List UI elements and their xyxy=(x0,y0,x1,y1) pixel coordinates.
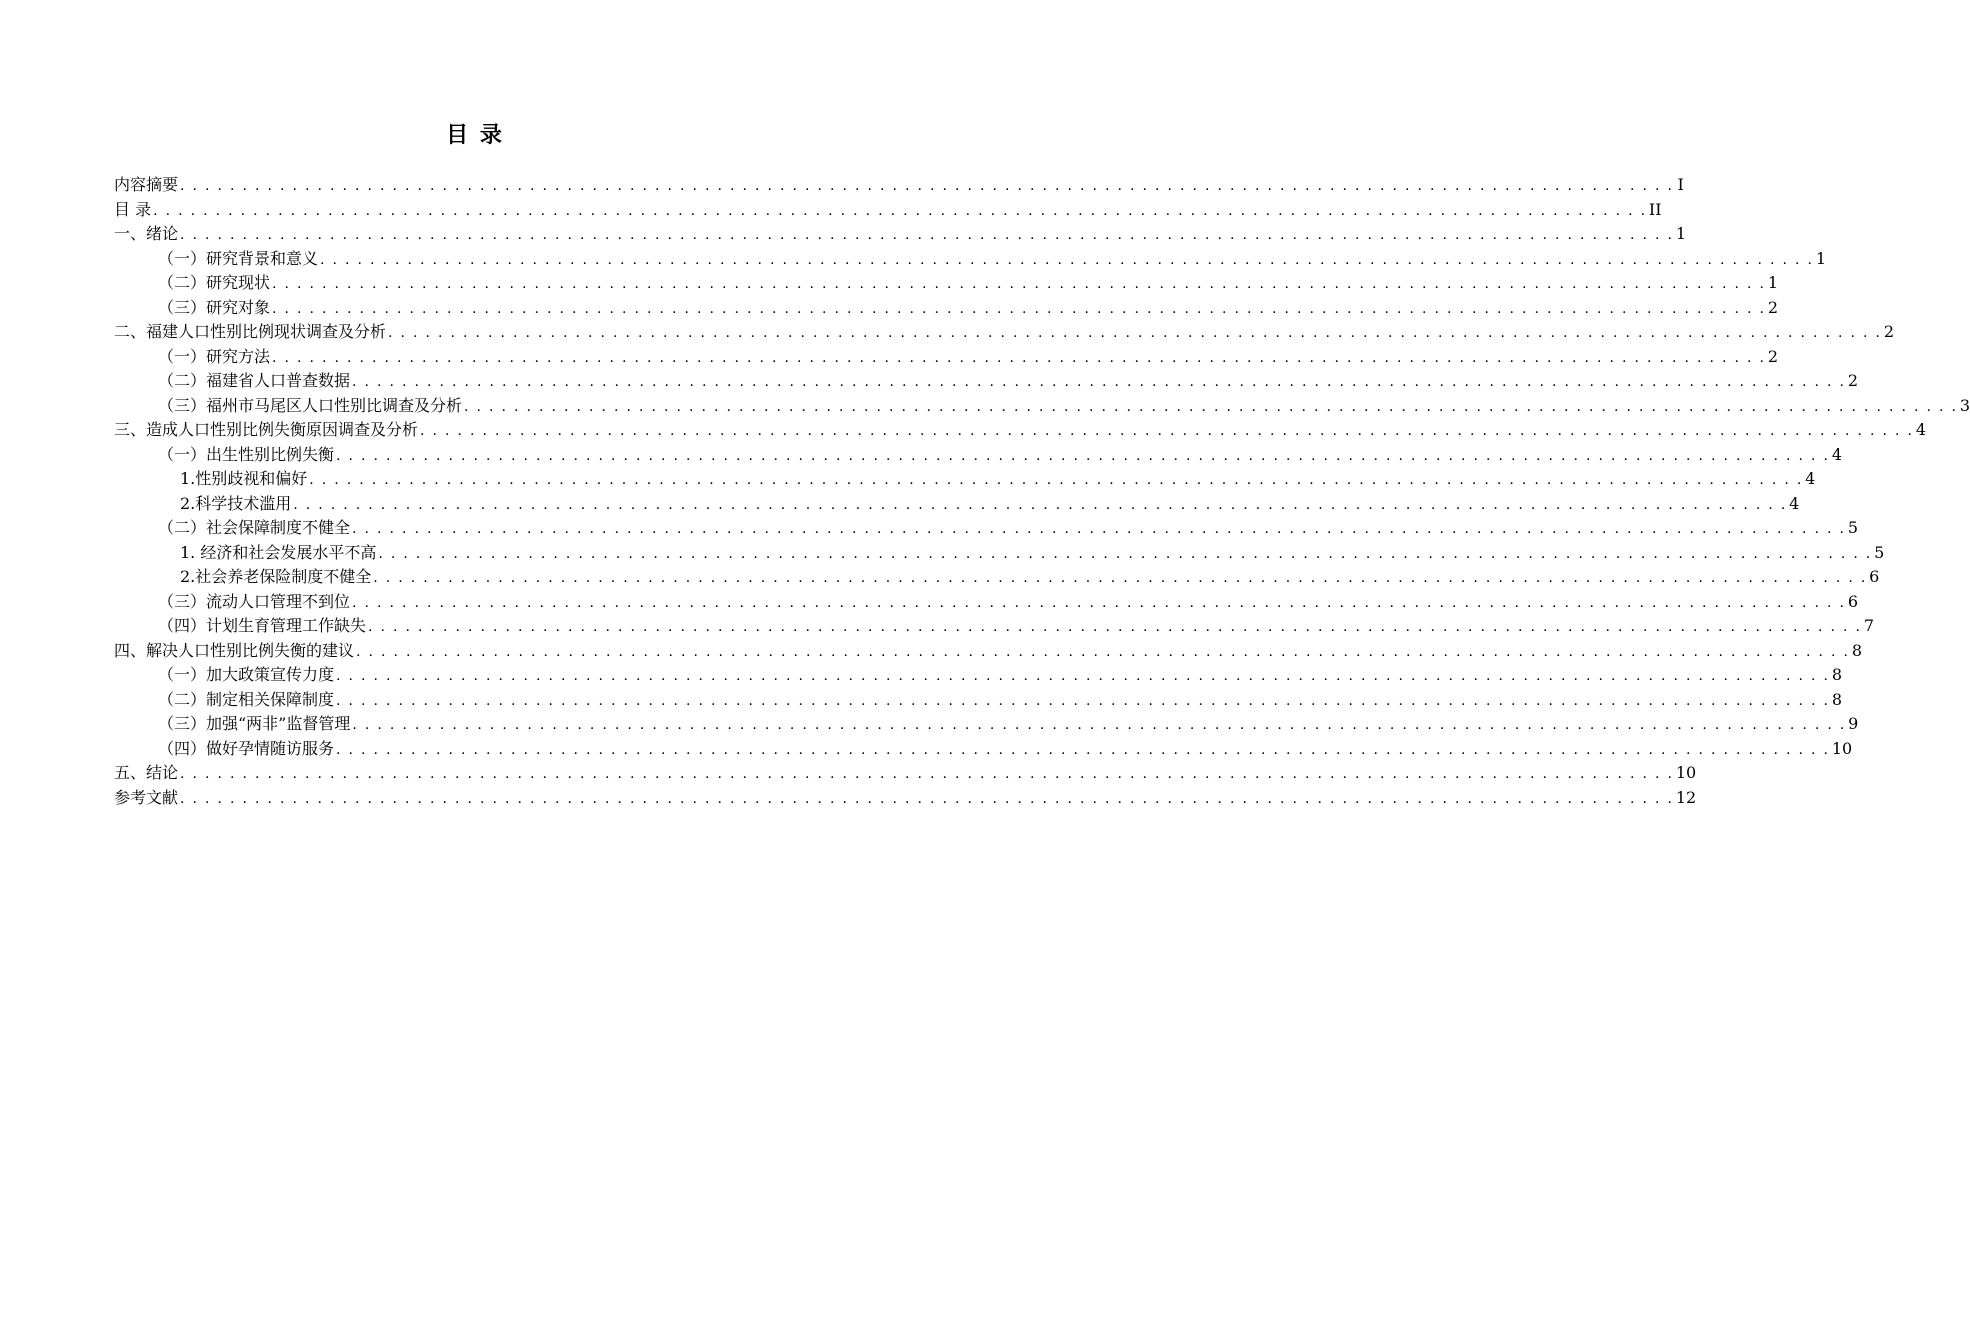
toc-entry-page-number: 4 xyxy=(1915,420,1926,439)
toc-dot-leader: . . . . . . . . . . . . . . . . . . . . . . . . . . . . . . . . . . . . . . . . . . . . . . . . . . . . . . . . . . . . . . . . . . . . . . . . . . . . . . . . . . . . . . . . . . . . . . . . . . . . . . . . . . . . . . . . . . . . . . . . xyxy=(293,496,1788,513)
toc-entry-label: 1.性别歧视和偏好 xyxy=(180,469,308,488)
toc-entry-label: （二）福建省人口普查数据 xyxy=(158,371,351,390)
toc-entry-page-number: 10 xyxy=(1831,738,1853,758)
toc-entry-page-number: 4 xyxy=(1805,469,1816,488)
toc-dot-leader: . . . . . . . . . . . . . . . . . . . . . . . . . . . . . . . . . . . . . . . . . . . . . . . . . . . . . . . . . . . . . . . . . . . . . . . . . . . . . . . . . . . . . . . . . . . . . . . . . . . . . . . . . . . . . . . . . . . . . . . . xyxy=(420,423,1914,439)
toc-entry-label: 2.社会养老保险制度不健全 xyxy=(180,567,372,586)
toc-dot-leader: . . . . . . . . . . . . . . . . . . . . . . . . . . . . . . . . . . . . . . . . . . . . . . . . . . . . . . . . . . . . . . . . . . . . . . . . . . . . . . . . . . . . . . . . . . . . . . . . . . . . . . . . . . . . . . . . . . . . . . . . xyxy=(309,472,1804,488)
toc-entry-page-number: 3 xyxy=(1959,395,1970,415)
toc-entry[interactable] xyxy=(114,345,1778,370)
toc-entry[interactable] xyxy=(114,296,1778,321)
toc-entry-label: （三）福州市马尾区人口性别比调查及分析 xyxy=(158,395,463,415)
toc-entry[interactable] xyxy=(114,663,1842,688)
toc-entry-page-number: 10 xyxy=(1675,763,1697,782)
toc-entry[interactable] xyxy=(114,737,1853,762)
toc-entry[interactable] xyxy=(114,541,1885,566)
toc-entry[interactable] xyxy=(114,247,1826,272)
toc-dot-leader: . . . . . . . . . . . . . . . . . . . . . . . . . . . . . . . . . . . . . . . . . . . . . . . . . . . . . . . . . . . . . . . . . . . . . . . . . . . . . . . . . . . . . . . . . . . . . . . . . . . . . . . . . . . . . . . . . . . . . . . . xyxy=(336,668,1830,684)
toc-dot-leader: . . . . . . . . . . . . . . . . . . . . . . . . . . . . . . . . . . . . . . . . . . . . . . . . . . . . . . . . . . . . . . . . . . . . . . . . . . . . . . . . . . . . . . . . . . . . . . . . . . . . . . . . . . . . . . . . . . . . . . . . xyxy=(272,349,1766,366)
toc-entry[interactable] xyxy=(114,394,1970,419)
toc-entry-label: 目 录 xyxy=(114,199,152,219)
toc-entry[interactable] xyxy=(114,639,1862,664)
toc-entry-label: （一）出生性别比例失衡 xyxy=(158,444,335,464)
toc-entry-page-number: 2 xyxy=(1767,346,1778,366)
toc-entry[interactable] xyxy=(114,320,1894,345)
toc-entry-label: 参考文献 xyxy=(114,787,179,807)
toc-entry-label: （一）研究背景和意义 xyxy=(158,248,319,268)
toc-entry-page-number: 1 xyxy=(1815,248,1826,268)
toc-entry-label: （三）研究对象 xyxy=(158,297,271,317)
toc-entry[interactable] xyxy=(114,222,1686,247)
toc-entry-page-number: 1 xyxy=(1767,273,1778,292)
toc-entry-label: （四）计划生育管理工作缺失 xyxy=(158,616,367,635)
toc-entry-label: （二）制定相关保障制度 xyxy=(158,689,335,709)
toc-dot-leader: . . . . . . . . . . . . . . . . . . . . . . . . . . . . . . . . . . . . . . . . . . . . . . . . . . . . . . . . . . . . . . . . . . . . . . . . . . . . . . . . . . . . . . . . . . . . . . . . . . . . . . . . . . . . . . . . . . . . . . . . xyxy=(180,766,1674,782)
toc-entry-page-number: 8 xyxy=(1831,689,1842,709)
toc-dot-leader: . . . . . . . . . . . . . . . . . . . . . . . . . . . . . . . . . . . . . . . . . . . . . . . . . . . . . . . . . . . . . . . . . . . . . . . . . . . . . . . . . . . . . . . . . . . . . . . . . . . . . . . . . . . . . . . . . . . . . . . . xyxy=(378,545,1873,562)
table-of-contents xyxy=(114,173,1970,810)
toc-entry[interactable] xyxy=(114,786,1697,811)
toc-entry-label: 一、绪论 xyxy=(114,224,179,243)
toc-entry[interactable] xyxy=(114,418,1926,443)
toc-entry[interactable] xyxy=(114,614,1874,639)
toc-dot-leader: . . . . . . . . . . . . . . . . . . . . . . . . . . . . . . . . . . . . . . . . . . . . . . . . . . . . . . . . . . . . . . . . . . . . . . . . . . . . . . . . . . . . . . . . . . . . . . . . . . . . . . . . . . . . . . . . . . . . . . . . xyxy=(356,643,1850,660)
toc-entry-page-number: 5 xyxy=(1874,542,1885,562)
toc-entry[interactable] xyxy=(114,688,1842,713)
toc-dot-leader: . . . . . . . . . . . . . . . . . . . . . . . . . . . . . . . . . . . . . . . . . . . . . . . . . . . . . . . . . . . . . . . . . . . . . . . . . . . . . . . . . . . . . . . . . . . . . . . . . . . . . . . . . . . . . . . . . . . . . . . . xyxy=(352,717,1847,733)
toc-entry-page-number: 2 xyxy=(1883,322,1894,341)
toc-dot-leader: . . . . . . . . . . . . . . . . . . . . . . . . . . . . . . . . . . . . . . . . . . . . . . . . . . . . . . . . . . . . . . . . . . . . . . . . . . . . . . . . . . . . . . . . . . . . . . . . . . . . . . . . . . . . . . . . . . . . . . . . xyxy=(180,178,1674,194)
toc-entry-label: （二）社会保障制度不健全 xyxy=(158,518,351,537)
toc-entry-label: （四）做好孕情随访服务 xyxy=(158,738,335,758)
toc-dot-leader: . . . . . . . . . . . . . . . . . . . . . . . . . . . . . . . . . . . . . . . . . . . . . . . . . . . . . . . . . . . . . . . . . . . . . . . . . . . . . . . . . . . . . . . . . . . . . . . . . . . . . . . . . . . . . . . . . . . . . . . . xyxy=(336,741,1830,758)
toc-entry-label: （三）流动人口管理不到位 xyxy=(158,591,351,611)
toc-dot-leader: . . . . . . . . . . . . . . . . . . . . . . . . . . . . . . . . . . . . . . . . . . . . . . . . . . . . . . . . . . . . . . . . . . . . . . . . . . . . . . . . . . . . . . . . . . . . . . . . . . . . . . . . . . . . . . . . . . . . . . . . xyxy=(336,692,1830,709)
toc-entry[interactable] xyxy=(114,590,1858,615)
toc-entry-page-number: II xyxy=(1648,199,1662,219)
toc-entry-page-number: 9 xyxy=(1848,714,1859,733)
toc-entry-page-number: 2 xyxy=(1847,371,1858,390)
toc-entry[interactable] xyxy=(114,761,1697,786)
toc-dot-leader: . . . . . . . . . . . . . . . . . . . . . . . . . . . . . . . . . . . . . . . . . . . . . . . . . . . . . . . . . . . . . . . . . . . . . . . . . . . . . . . . . . . . . . . . . . . . . . . . . . . . . . . . . . . . . . . . . . . . . . . . xyxy=(368,619,1862,635)
toc-entry[interactable] xyxy=(114,492,1800,517)
toc-entry-label: （一）加大政策宣传力度 xyxy=(158,665,335,684)
toc-entry[interactable] xyxy=(114,173,1684,198)
toc-dot-leader: . . . . . . . . . . . . . . . . . . . . . . . . . . . . . . . . . . . . . . . . . . . . . . . . . . . . . . . . . . . . . . . . . . . . . . . . . . . . . . . . . . . . . . . . . . . . . . . . . . . . . . . . . . . . . . . . . . . . . . . . xyxy=(180,227,1674,243)
toc-entry-page-number: 12 xyxy=(1675,787,1697,807)
toc-entry-label: （三）加强“两非”监督管理 xyxy=(158,714,351,733)
toc-entry-label: 2.科学技术滥用 xyxy=(180,493,292,513)
toc-dot-leader: . . . . . . . . . . . . . . . . . . . . . . . . . . . . . . . . . . . . . . . . . . . . . . . . . . . . . . . . . . . . . . . . . . . . . . . . . . . . . . . . . . . . . . . . . . . . . . . . . . . . . . . . . . . . . . . . . . . . . . . . xyxy=(352,521,1846,537)
toc-entry-page-number: 1 xyxy=(1675,224,1686,243)
toc-dot-leader: . . . . . . . . . . . . . . . . . . . . . . . . . . . . . . . . . . . . . . . . . . . . . . . . . . . . . . . . . . . . . . . . . . . . . . . . . . . . . . . . . . . . . . . . . . . . . . . . . . . . . . . . . . . . . . . . . . . . . . . . xyxy=(320,251,1814,268)
toc-entry-label: 1. 经济和社会发展水平不高 xyxy=(180,542,377,562)
toc-dot-leader: . . . . . . . . . . . . . . . . . . . . . . . . . . . . . . . . . . . . . . . . . . . . . . . . . . . . . . . . . . . . . . . . . . . . . . . . . . . . . . . . . . . . . . . . . . . . . . . . . . . . . . . . . . . . . . . . . . . . . . . . xyxy=(352,374,1846,390)
toc-entry-page-number: 2 xyxy=(1767,297,1778,317)
toc-entry[interactable] xyxy=(114,467,1816,492)
toc-entry[interactable] xyxy=(114,198,1662,223)
toc-entry-page-number: 6 xyxy=(1847,591,1858,611)
toc-dot-leader: . . . . . . . . . . . . . . . . . . . . . . . . . . . . . . . . . . . . . . . . . . . . . . . . . . . . . . . . . . . . . . . . . . . . . . . . . . . . . . . . . . . . . . . . . . . . . . . . . . . . . . . . . . . . . . . . . . . . . . . . xyxy=(352,594,1846,611)
toc-entry-label: 二、福建人口性别比例现状调查及分析 xyxy=(114,322,387,341)
toc-entry[interactable] xyxy=(114,565,1880,590)
toc-entry-page-number: 4 xyxy=(1789,493,1800,513)
toc-entry-page-number: 6 xyxy=(1869,567,1880,586)
toc-entry-label: （二）研究现状 xyxy=(158,273,271,292)
toc-entry[interactable] xyxy=(114,712,1859,737)
toc-entry[interactable] xyxy=(114,271,1778,296)
toc-entry-page-number: 8 xyxy=(1831,665,1842,684)
toc-dot-leader: . . . . . . . . . . . . . . . . . . . . . . . . . . . . . . . . . . . . . . . . . . . . . . . . . . . . . . . . . . . . . . . . . . . . . . . . . . . . . . . . . . . . . . . . . . . . . . . . . . . . . . . . . . . . . . . . . . . . . . . . xyxy=(180,790,1674,807)
toc-entry[interactable] xyxy=(114,369,1858,394)
toc-entry-page-number: 8 xyxy=(1851,640,1862,660)
toc-entry-label: （一）研究方法 xyxy=(158,346,271,366)
toc-entry-label: 四、解决人口性别比例失衡的建议 xyxy=(114,640,355,660)
toc-dot-leader: . . . . . . . . . . . . . . . . . . . . . . . . . . . . . . . . . . . . . . . . . . . . . . . . . . . . . . . . . . . . . . . . . . . . . . . . . . . . . . . . . . . . . . . . . . . . . . . . . . . . . . . . . . . . . . . . . . . . . . . . xyxy=(272,300,1766,317)
toc-dot-leader: . . . . . . . . . . . . . . . . . . . . . . . . . . . . . . . . . . . . . . . . . . . . . . . . . . . . . . . . . . . . . . . . . . . . . . . . . . . . . . . . . . . . . . . . . . . . . . . . . . . . . . . . . . . . . . . . . . . . . . . . xyxy=(388,325,1882,341)
toc-entry-page-number: 4 xyxy=(1831,444,1842,464)
toc-dot-leader: . . . . . . . . . . . . . . . . . . . . . . . . . . . . . . . . . . . . . . . . . . . . . . . . . . . . . . . . . . . . . . . . . . . . . . . . . . . . . . . . . . . . . . . . . . . . . . . . . . . . . . . . . . . . . . . . . . . . . . . . xyxy=(272,276,1766,292)
toc-entry-page-number: I xyxy=(1677,175,1684,194)
toc-dot-leader: . . . . . . . . . . . . . . . . . . . . . . . . . . . . . . . . . . . . . . . . . . . . . . . . . . . . . . . . . . . . . . . . . . . . . . . . . . . . . . . . . . . . . . . . . . . . . . . . . . . . . . . . . . . . . . . . . . . . . . . . xyxy=(464,398,1958,415)
page-title: 目 录 xyxy=(446,123,504,148)
toc-entry[interactable] xyxy=(114,516,1858,541)
toc-entry-label: 五、结论 xyxy=(114,763,179,782)
toc-entry-label: 三、造成人口性别比例失衡原因调查及分析 xyxy=(114,420,419,439)
toc-dot-leader: . . . . . . . . . . . . . . . . . . . . . . . . . . . . . . . . . . . . . . . . . . . . . . . . . . . . . . . . . . . . . . . . . . . . . . . . . . . . . . . . . . . . . . . . . . . . . . . . . . . . . . . . . . . . . . . . . . . . . . . . xyxy=(373,570,1868,586)
toc-entry-label: 内容摘要 xyxy=(114,175,179,194)
toc-entry[interactable] xyxy=(114,443,1842,468)
toc-dot-leader: . . . . . . . . . . . . . . . . . . . . . . . . . . . . . . . . . . . . . . . . . . . . . . . . . . . . . . . . . . . . . . . . . . . . . . . . . . . . . . . . . . . . . . . . . . . . . . . . . . . . . . . . . . . . . . . . . . . . . . . . xyxy=(336,447,1830,464)
toc-entry-page-number: 5 xyxy=(1847,518,1858,537)
toc-dot-leader: . . . . . . . . . . . . . . . . . . . . . . . . . . . . . . . . . . . . . . . . . . . . . . . . . . . . . . . . . . . . . . . . . . . . . . . . . . . . . . . . . . . . . . . . . . . . . . . . . . . . . . . . . . . . . . . . . . . . . . . . xyxy=(153,202,1647,219)
toc-entry-page-number: 7 xyxy=(1863,616,1874,635)
